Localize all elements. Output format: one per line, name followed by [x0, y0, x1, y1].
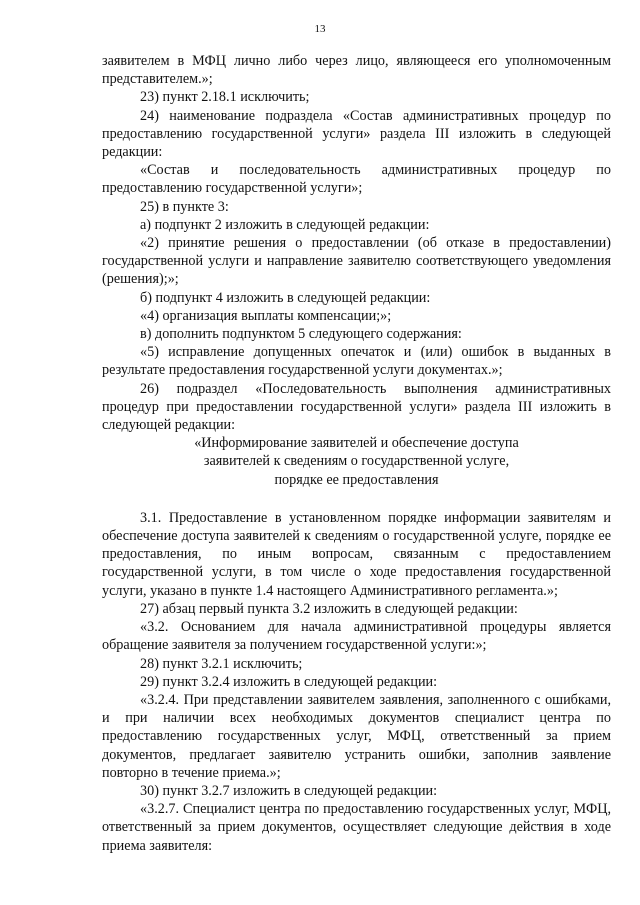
paragraph: 26) подраздел «Последовательность выполнения административных процедур при предоставлении государственной услуги» раздела III изложить в следующей редакции: [102, 380, 611, 434]
heading-line: порядке ее предоставления [274, 471, 439, 488]
paragraph: 28) пункт 3.2.1 исключить; [140, 655, 303, 672]
paragraph: «3.2.4. При представлении заявителем заявления, заполненного с ошибками, и при наличии всех необходимых документов специалист центра по предоставлению государственных услуг, МФЦ, ответственный за прием документов, предлагает заявителю устранить ошибки, заполнив заявление повторно в течение приема.»; [102, 691, 611, 781]
paragraph: «3.2. Основанием для начала административной процедуры является обращение заявителя за получением государственной услуги:»; [102, 619, 611, 654]
paragraph: «2) принятие решения о предоставлении (об отказе в предоставлении) государственной услуги и направление заявителю соответствующего уведомления (решения);»; [102, 235, 611, 288]
heading-line: заявителей к сведениям о государственной услуге, [203, 453, 510, 470]
paragraph: «4) организация выплаты компенсации;»; [140, 307, 392, 324]
page-number: 13 [314, 23, 326, 35]
heading-line: «Информирование заявителей и обеспечение доступа [194, 435, 519, 452]
paragraph: 29) пункт 3.2.4 изложить в следующей редакции: [140, 673, 438, 690]
paragraph: 30) пункт 3.2.7 изложить в следующей редакции: [140, 782, 438, 799]
paragraph: а) подпункт 2 изложить в следующей редакции: [140, 216, 430, 233]
paragraph: б) подпункт 4 изложить в следующей редакции: [140, 289, 431, 306]
paragraph: заявителем в МФЦ лично либо через лицо, являющееся его уполномоченным представителем.»; [102, 53, 611, 88]
paragraph: «3.2.7. Специалист центра по предоставлению государственных услуг, МФЦ, ответственный за прием документов, осуществляет следующие действия в ходе приема заявителя: [102, 801, 611, 854]
paragraph: 3.1. Предоставление в установленном порядке информации заявителям и обеспечение доступа заявителей к сведениям о государственной услуге, порядке ее предоставления, по иным вопросам, связанным с предоставлением государственной услуги, в том числе о ходе предоставления государственной услуги, указано в пункте 1.4 настоящего Административного регламента.»; [102, 509, 611, 599]
document-body [102, 52, 611, 855]
paragraph: 27) абзац первый пункта 3.2 изложить в следующей редакции: [140, 600, 518, 617]
blank-line [102, 489, 611, 509]
paragraph: 23) пункт 2.18.1 исключить; [140, 89, 310, 106]
section-heading [102, 434, 611, 489]
paragraph: в) дополнить подпунктом 5 следующего содержания: [140, 326, 462, 343]
paragraph: «Состав и последовательность административных процедур по предоставлению государственной услуги»; [102, 162, 611, 197]
paragraph: «5) исправление допущенных опечаток и (или) ошибок в выданных в результате предоставления государственной услуги документах.»; [102, 344, 611, 379]
paragraph: 25) в пункте 3: [140, 198, 229, 215]
paragraph: 24) наименование подраздела «Состав административных процедур по предоставлению государственной услуги» раздела III изложить в следующей редакции: [102, 107, 611, 161]
